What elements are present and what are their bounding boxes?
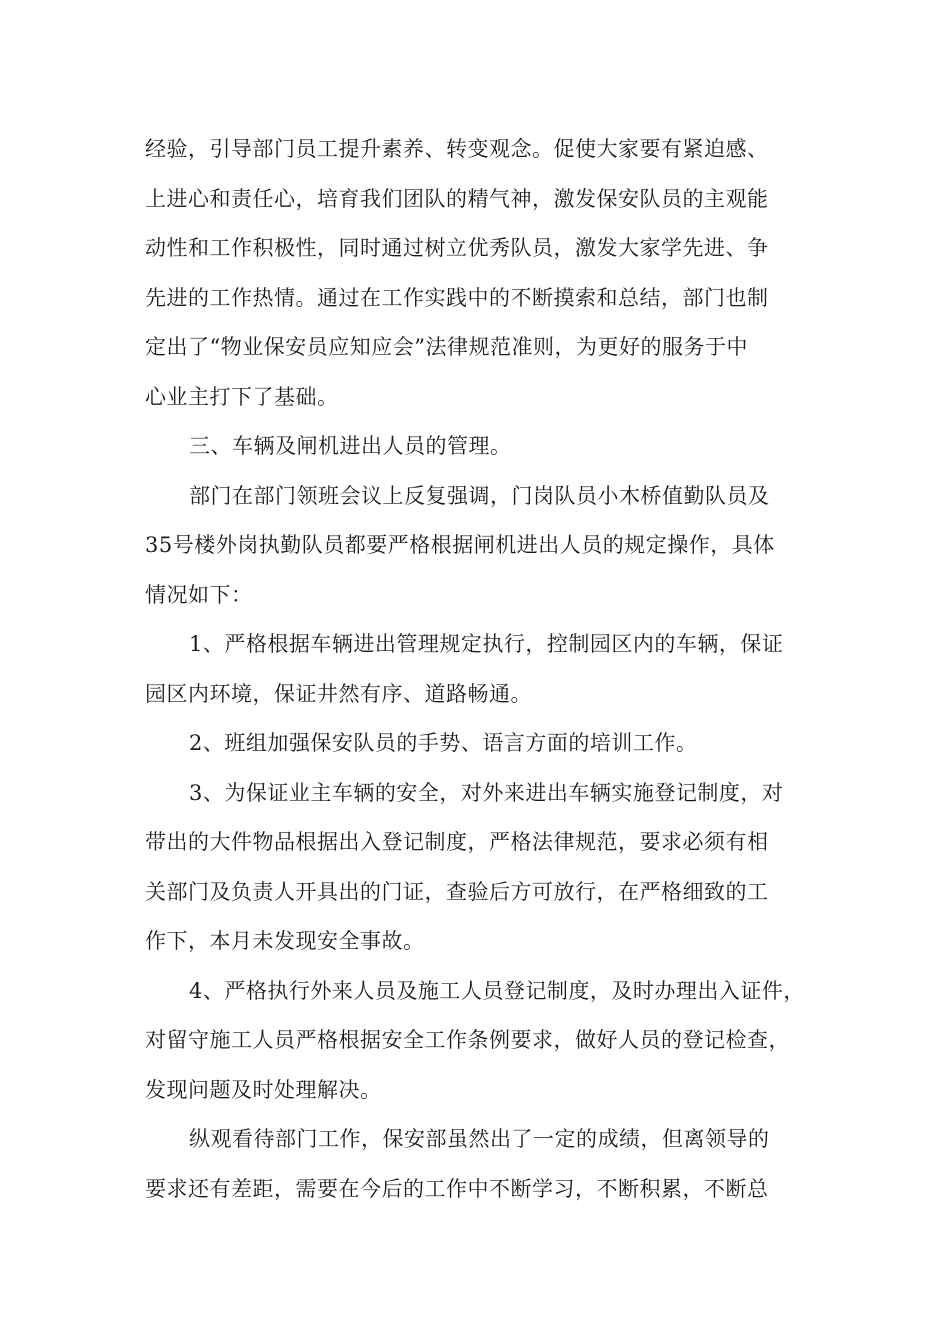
document-body xyxy=(145,125,810,1214)
text-line: 定出了“物业保安员应知应会”法律规范准则，为更好的服务于中 xyxy=(145,335,748,359)
text-line: 先进的工作热情。通过在工作实践中的不断摸索和总结，部门也制 xyxy=(145,285,769,310)
text-line: 4、严格执行外来人员及施工人员登记制度，及时办理出入证件， xyxy=(189,978,805,1003)
text-line: 2、班组加强保安队员的手势、语言方面的培训工作。 xyxy=(189,731,698,755)
text-line: 情况如下： xyxy=(145,582,253,607)
text-line: 动性和工作积极性，同时通过树立优秀队员，激发大家学先进、争 xyxy=(145,236,769,260)
text-line: 3、为保证业主车辆的安全，对外来进出车辆实施登记制度，对 xyxy=(189,780,784,805)
text-line: 园区内环境，保证井然有序、道路畅通。 xyxy=(145,681,532,706)
text-line: 35号楼外岗执勤队员都要严格根据闸机进出人员的规定操作，具体 xyxy=(145,533,775,557)
text-line: 带出的大件物品根据出入登记制度，严格法律规范，要求必须有相 xyxy=(145,830,769,854)
text-line: 部门在部门领班会议上反复强调，门岗队员小木桥值勤队员及 xyxy=(189,483,770,508)
text-line: 心业主打下了基础。 xyxy=(145,384,339,409)
text-line: 关部门及负责人开具出的门证，查验后方可放行，在严格细致的工 xyxy=(145,879,769,904)
text-line: 对留守施工人员严格根据安全工作条例要求，做好人员的登记检查， xyxy=(145,1028,790,1052)
text-line: 三、车辆及闸机进出人员的管理。 xyxy=(189,434,512,458)
text-line: 作下，本月未发现安全事故。 xyxy=(145,929,425,953)
text-line: 1、严格根据车辆进出管理规定执行，控制园区内的车辆，保证 xyxy=(189,632,784,656)
text-line: 纵观看待部门工作，保安部虽然出了一定的成绩，但离领导的 xyxy=(189,1127,770,1151)
text-line: 要求还有差距，需要在今后的工作中不断学习，不断积累，不断总 xyxy=(145,1176,769,1201)
text-line: 上进心和责任心，培育我们团队的精气神，激发保安队员的主观能 xyxy=(145,186,769,211)
text-line: 发现问题及时处理解决。 xyxy=(145,1077,382,1102)
text-line: 经验，引导部门员工提升素养、转变观念。促使大家要有紧迫感、 xyxy=(145,137,769,161)
